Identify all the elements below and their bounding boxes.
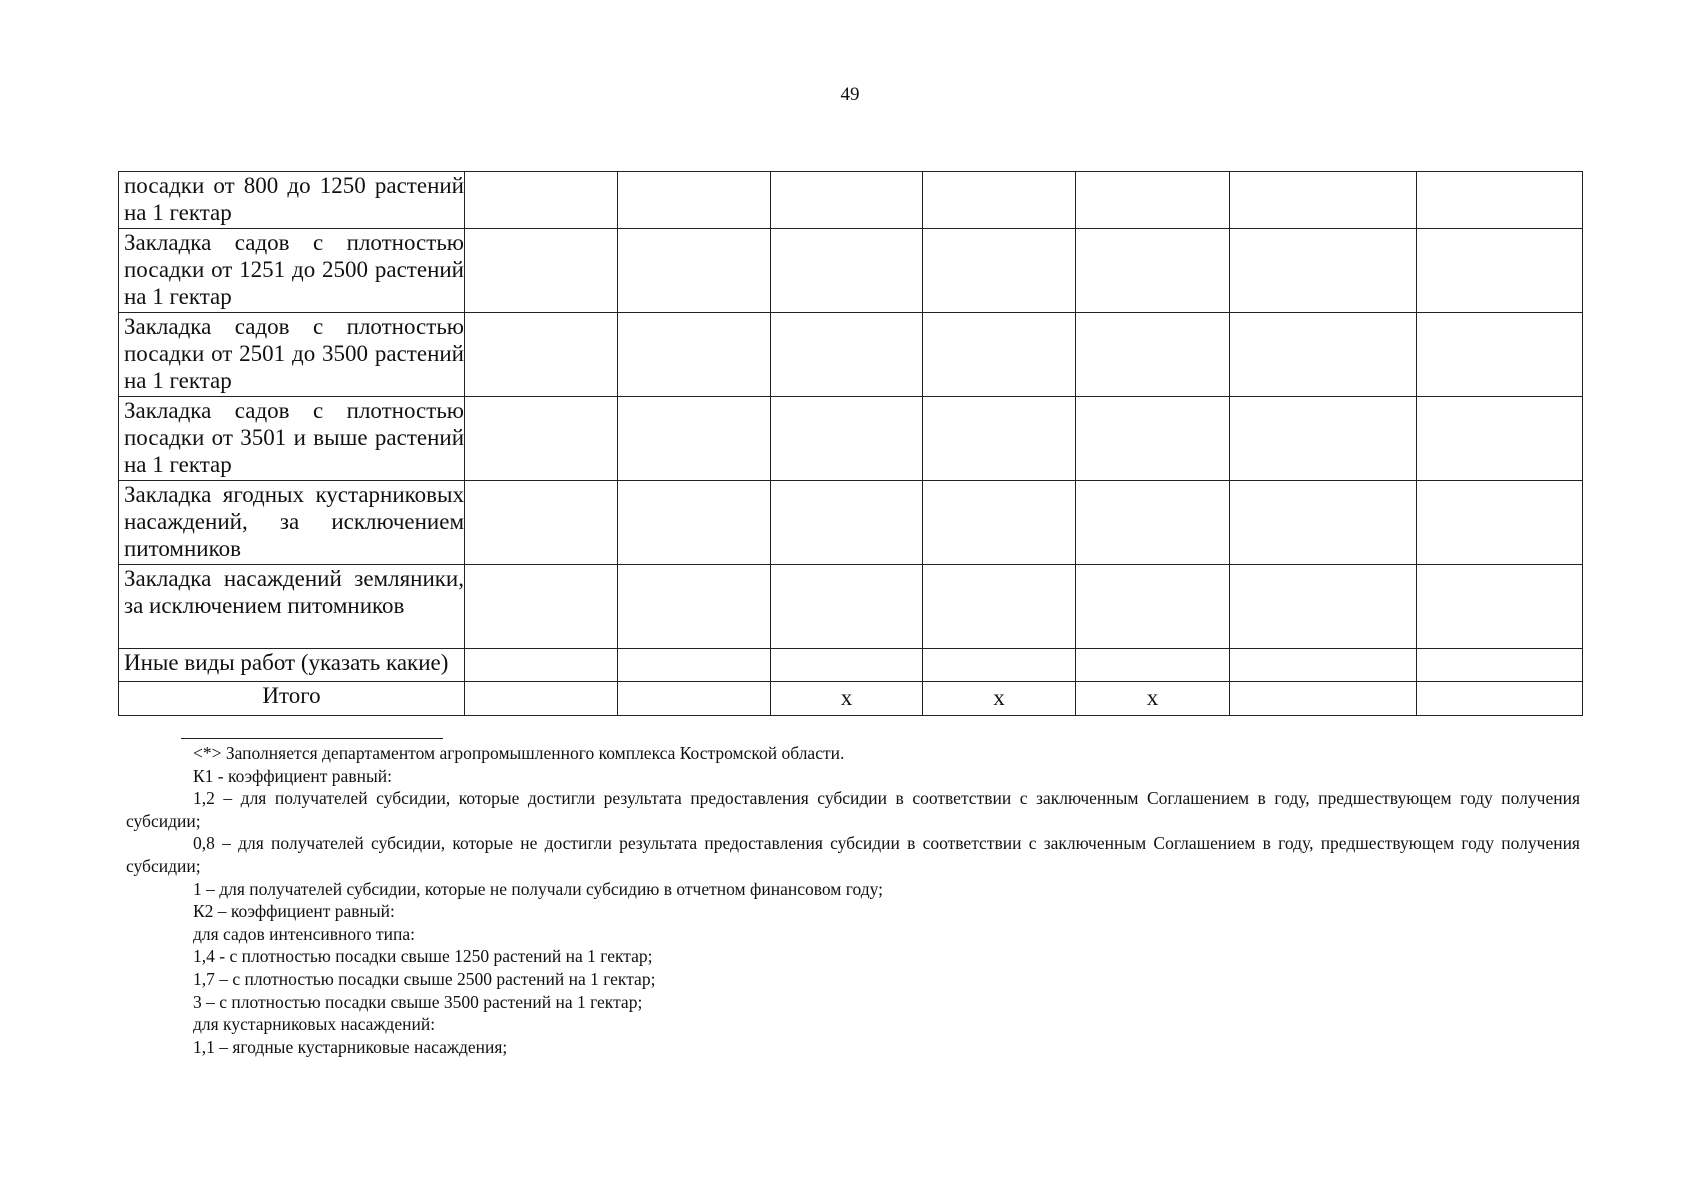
table-cell	[618, 565, 771, 649]
footnote-line: 1,4 - с плотностью посадки свыше 1250 растений на 1 гектар;	[193, 946, 653, 967]
table-cell	[771, 565, 923, 649]
table-cell	[1076, 397, 1230, 481]
table-cell	[1230, 682, 1417, 716]
footnote-line: 1,1 – ягодные кустарниковые насаждения;	[193, 1036, 508, 1057]
table-row	[119, 649, 1583, 682]
table-cell	[1417, 565, 1583, 649]
table-cell	[771, 172, 923, 229]
table-cell	[1230, 397, 1417, 481]
table-cell	[923, 313, 1076, 397]
footnote-line: 1 – для получателей субсидии, которые не получали субсидию в отчетном финансовом году;	[193, 878, 884, 899]
footnote-divider	[181, 738, 443, 739]
table-row	[119, 565, 1583, 649]
footnote-line: 0,8 – для получателей субсидии, которые не достигли результата предоставления субсидии в соответствии с заключенным Соглашением в году, предшествующем году получения субсидии;	[126, 833, 1580, 876]
table-cell	[771, 649, 923, 682]
table-row	[119, 397, 1583, 481]
table-cell	[1230, 649, 1417, 682]
table-cell	[923, 565, 1076, 649]
table-cell	[618, 229, 771, 313]
table-cell	[1230, 313, 1417, 397]
table-cell	[923, 229, 1076, 313]
footnote-line: 1,2 – для получателей субсидии, которые достигли результата предоставления субсидии в соответствии с заключенным Соглашением в году, предшествующем году получения субсидии;	[126, 788, 1580, 831]
footnote-line: К1 - коэффициент равный:	[193, 765, 392, 786]
table-cell	[771, 229, 923, 313]
table-cell	[618, 397, 771, 481]
footnote-line: для садов интенсивного типа:	[193, 923, 415, 944]
table-cell: х	[1076, 682, 1230, 716]
row-description: Закладка насаждений земляники, за исключением питомников	[119, 565, 465, 649]
table-cell	[1076, 172, 1230, 229]
footnote-line: 1,7 – с плотностью посадки свыше 2500 растений на 1 гектар;	[193, 968, 656, 989]
table-cell	[1417, 682, 1583, 716]
table-cell	[1230, 481, 1417, 565]
table-row	[119, 313, 1583, 397]
row-description: Закладка садов с плотностью посадки от 2501 до 3500 растений на 1 гектар	[119, 313, 465, 397]
table-cell	[1076, 481, 1230, 565]
row-description: посадки от 800 до 1250 растений на 1 гектар	[119, 172, 465, 229]
table-cell	[465, 649, 618, 682]
table-cell	[465, 481, 618, 565]
footnotes	[126, 742, 1580, 1058]
table-cell	[923, 649, 1076, 682]
footnote-line: К2 – коэффициент равный:	[193, 901, 395, 922]
table-cell	[1417, 313, 1583, 397]
table-cell	[771, 397, 923, 481]
table-cell: х	[923, 682, 1076, 716]
table-cell	[465, 172, 618, 229]
table-row	[119, 481, 1583, 565]
table-cell	[465, 397, 618, 481]
table-row	[119, 172, 1583, 229]
footnote-line: 3 – с плотностью посадки свыше 3500 растений на 1 гектар;	[193, 991, 643, 1012]
footnote-line: <*> Заполняется департаментом агропромышленного комплекса Костромской области.	[193, 743, 845, 763]
table-cell	[465, 313, 618, 397]
table-cell	[618, 313, 771, 397]
row-description: Иные виды работ (указать какие)	[119, 649, 465, 682]
table-cell	[1076, 565, 1230, 649]
table-cell	[1076, 313, 1230, 397]
footnote-line: для кустарниковых насаждений:	[193, 1014, 436, 1035]
table-cell	[618, 172, 771, 229]
page-number: 49	[840, 84, 860, 105]
table-cell	[1076, 229, 1230, 313]
table-cell	[1417, 172, 1583, 229]
table-cell	[771, 481, 923, 565]
table-cell	[618, 649, 771, 682]
table-row	[119, 229, 1583, 313]
table-cell	[1417, 481, 1583, 565]
table-cell	[1076, 649, 1230, 682]
table-cell	[1417, 397, 1583, 481]
table-cell	[923, 481, 1076, 565]
subsidy-table	[118, 171, 1583, 716]
total-row	[119, 682, 1583, 716]
table-cell	[1230, 172, 1417, 229]
table-cell	[923, 172, 1076, 229]
table-cell	[465, 682, 618, 716]
table-cell	[1417, 229, 1583, 313]
row-description: Закладка ягодных кустарниковых насаждений, за исключением питомников	[119, 481, 465, 565]
table-cell	[923, 397, 1076, 481]
table-cell	[465, 229, 618, 313]
table-cell	[1230, 565, 1417, 649]
table-cell	[771, 313, 923, 397]
table-cell	[1417, 649, 1583, 682]
table-cell	[618, 682, 771, 716]
table-cell	[1230, 229, 1417, 313]
row-description: Закладка садов с плотностью посадки от 3501 и выше растений на 1 гектар	[119, 397, 465, 481]
table-cell	[618, 481, 771, 565]
row-description: Закладка садов с плотностью посадки от 1251 до 2500 растений на 1 гектар	[119, 229, 465, 313]
table-cell: х	[771, 682, 923, 716]
total-label: Итого	[119, 682, 465, 716]
table-cell	[465, 565, 618, 649]
